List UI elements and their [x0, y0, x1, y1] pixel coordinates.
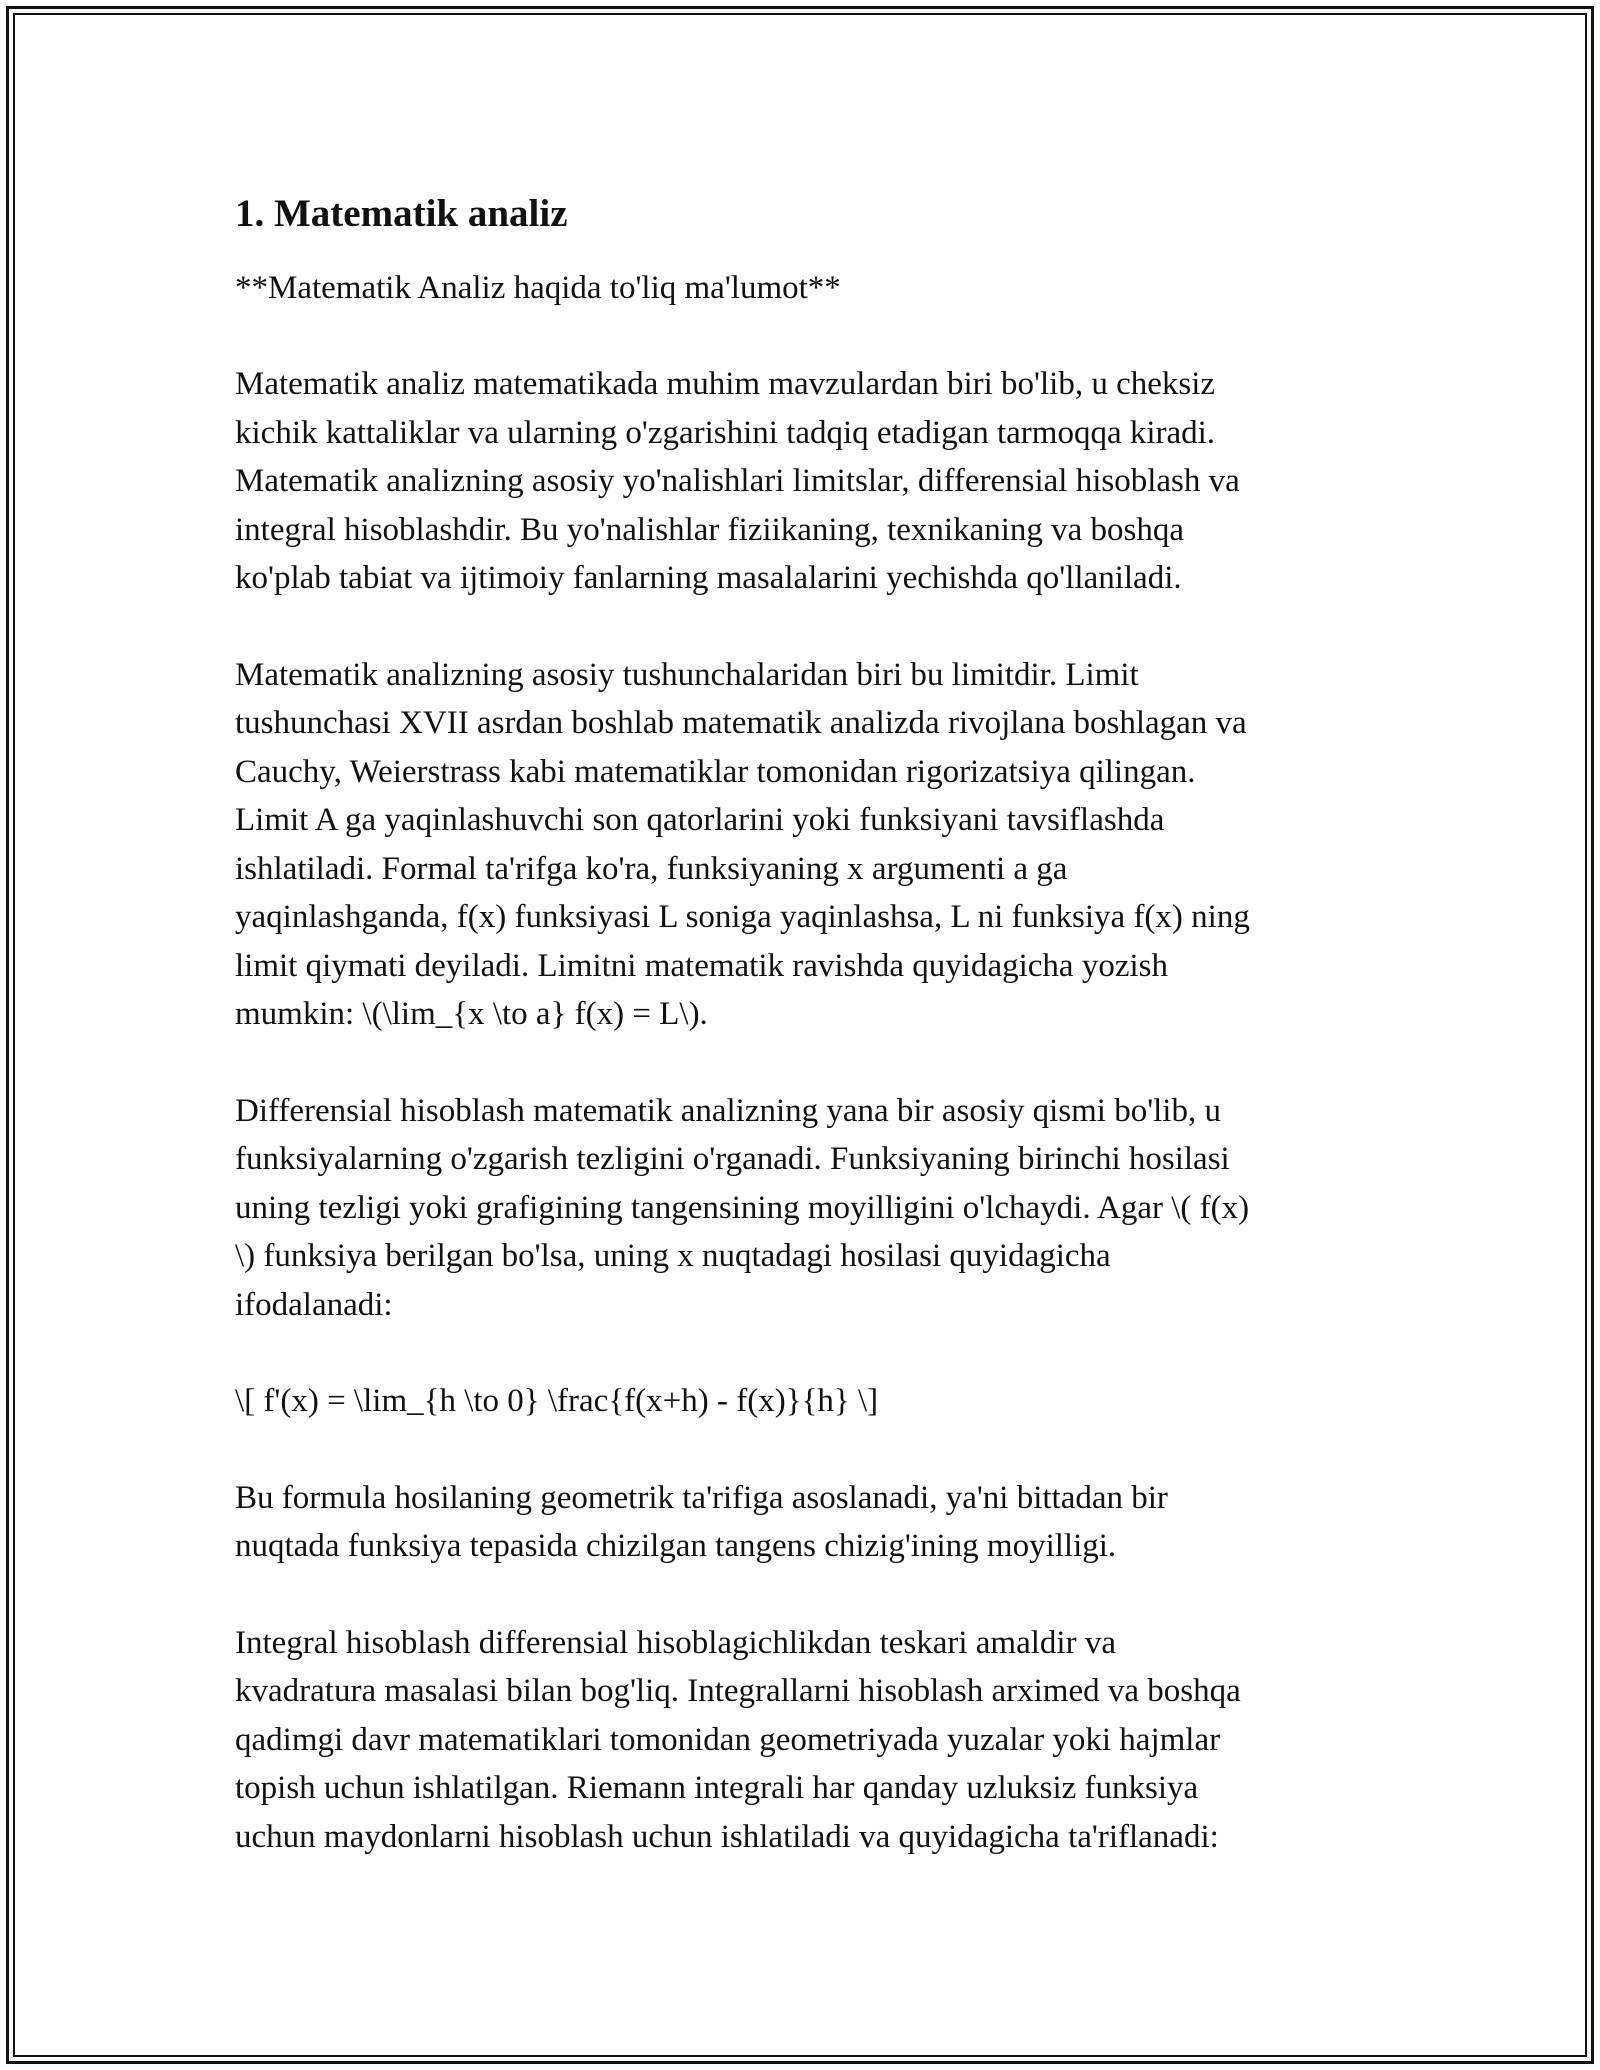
text-line: nuqtada funksiya tepasida chizilgan tangens chizig'ining moyilligi. — [235, 1528, 1117, 1564]
text-line: ko'plab tabiat va ijtimoiy fanlarning masalalarini yechishda qo'llaniladi. — [235, 560, 1182, 596]
paragraph-geometric — [235, 1474, 1395, 1571]
text-line: kvadratura masalasi bilan bog'liq. Integrallarni hisoblash arximed va boshqa — [235, 1673, 1241, 1709]
document-body — [235, 186, 1395, 1861]
paragraph-limit — [235, 651, 1395, 1039]
section-title: 1. Matematik analiz — [235, 192, 568, 235]
text-line: integral hisoblashdir. Bu yo'nalishlar fiziikaning, texnikaning va boshqa — [235, 511, 1185, 548]
text-line: ifodalanadi: — [235, 1286, 393, 1323]
text-line: qadimgi davr matematiklari tomonidan geometriyada yuzalar yoki hajmlar — [235, 1721, 1221, 1758]
derivative-formula — [235, 1377, 1395, 1426]
text-line: Integral hisoblash differensial hisoblagichlikdan teskari amaldir va — [235, 1624, 1116, 1661]
text-line: Matematik analizning asosiy tushunchalaridan biri bu limitdir. Limit — [235, 656, 1139, 693]
formula-line: \[ f'(x) = \lim_{h \to 0} \frac{f(x+h) - f(x)}{h} \] — [235, 1383, 879, 1419]
text-line: Matematik analiz matematikada muhim mavzulardan biri bo'lib, u cheksiz — [235, 366, 1216, 402]
text-line: Limit A ga yaqinlashuvchi son qatorlarini yoki funksiyani tavsiflashda — [235, 802, 1165, 838]
text-line: limit qiymati deyiladi. Limitni matematik ravishda quyidagicha yozish — [235, 947, 1168, 984]
text-line: kichik kattaliklar va ularning o'zgarishini tadqiq etadigan tarmoqqa kiradi. — [235, 414, 1216, 451]
text-line: Cauchy, Weierstrass kabi matematiklar tomonidan rigorizatsiya qilingan. — [235, 753, 1196, 790]
document-subtitle: **Matematik Analiz haqida to'liq ma'lumot** — [235, 270, 841, 306]
paragraph-intro — [235, 360, 1395, 603]
paragraph-integral — [235, 1619, 1395, 1862]
text-line: Differensial hisoblash matematik analizning yana bir asosiy qismi bo'lib, u — [235, 1092, 1221, 1129]
text-line: funksiyalarning o'zgarish tezligini o'rganadi. Funksiyaning birinchi hosilasi — [235, 1141, 1230, 1177]
text-line: ishlatiladi. Formal ta'rifga ko'ra, funksiyaning x argumenti a ga — [235, 850, 1068, 887]
text-line: Matematik analizning asosiy yo'nalishlari limitslar, differensial hisoblash va — [235, 463, 1240, 499]
text-line: topish uchun ishlatilgan. Riemann integrali har qanday uzluksiz funksiya — [235, 1770, 1199, 1806]
text-line: \) funksiya berilgan bo'lsa, uning x nuqtadagi hosilasi quyidagicha — [235, 1238, 1111, 1274]
text-line: Bu formula hosilaning geometrik ta'rifiga asoslanadi, ya'ni bittadan bir — [235, 1479, 1168, 1516]
text-line: uning tezligi yoki grafigining tangensining moyilligini o'lchaydi. Agar \( f(x) — [235, 1189, 1250, 1226]
text-line: tushunchasi XVII asrdan boshlab matematik analizda rivojlana boshlagan va — [235, 705, 1247, 741]
text-line: mumkin: \(\lim_{x \to a} f(x) = L\). — [235, 996, 708, 1032]
text-line: uchun maydonlarni hisoblash uchun ishlatiladi va quyidagicha ta'riflanadi: — [235, 1818, 1219, 1855]
text-line: yaqinlashganda, f(x) funksiyasi L soniga yaqinlashsa, L ni funksiya f(x) ning — [235, 899, 1250, 935]
paragraph-derivative — [235, 1087, 1395, 1330]
